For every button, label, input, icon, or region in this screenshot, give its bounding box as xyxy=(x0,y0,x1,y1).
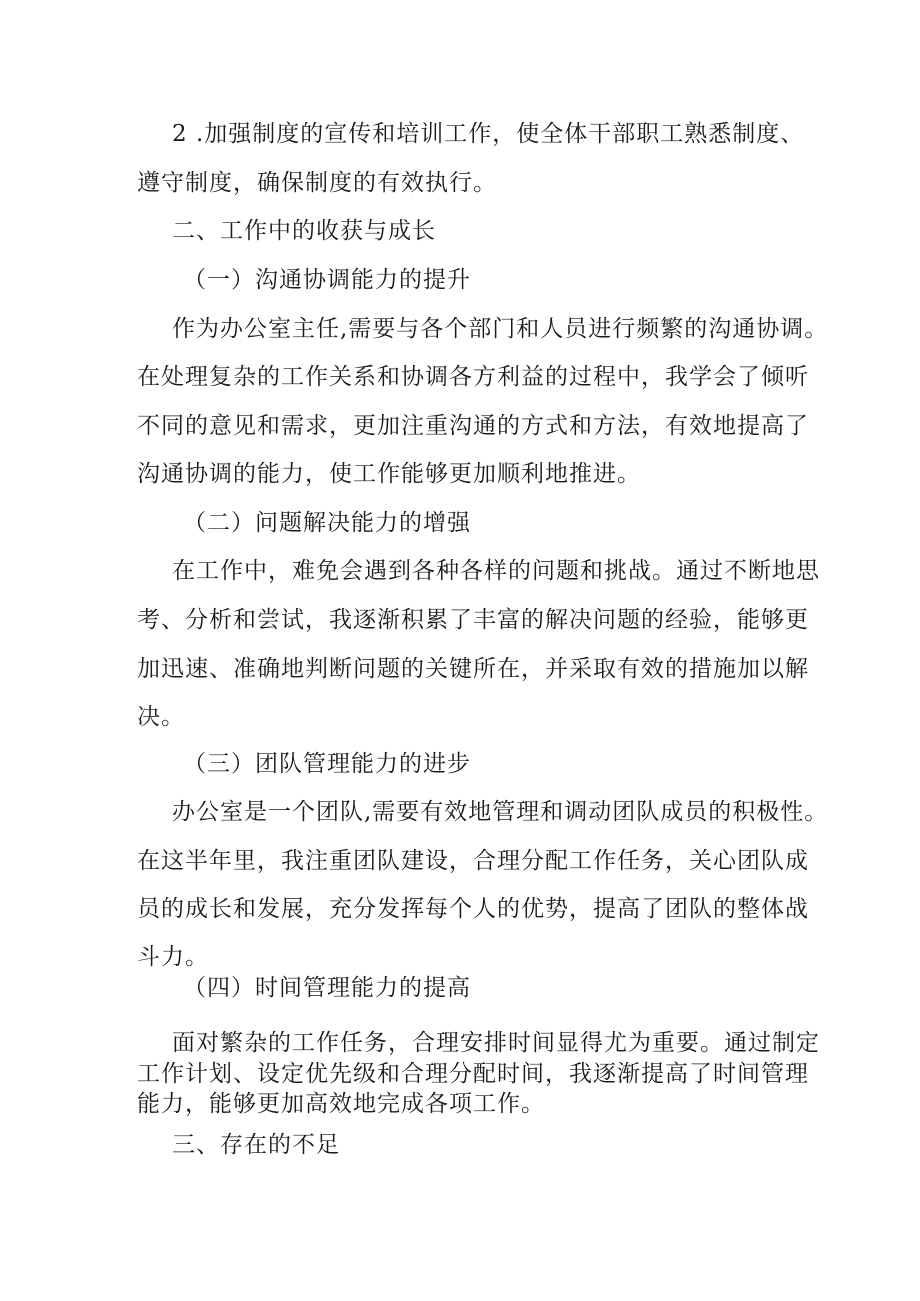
sub4-line-2: 工作计划、设定优先级和合理分配时间，我逐渐提高了时间管理 xyxy=(137,1061,809,1087)
sub3-heading: （三）团队管理能力的进步 xyxy=(183,751,471,777)
item2-line-1: 2 .加强制度的宣传和培训工作，使全体干部职工熟悉制度、 xyxy=(172,121,805,147)
sub4-line-3: 能力，能够更加高效地完成各项工作。 xyxy=(137,1091,545,1117)
sub2-line-2: 考、分析和尝试，我逐渐积累了丰富的解决问题的经验，能够更 xyxy=(137,607,809,633)
section3-heading: 三、存在的不足 xyxy=(172,1132,340,1158)
sub3-line-4: 斗力。 xyxy=(137,944,209,970)
sub3-line-3: 员的成长和发展，充分发挥每个人的优势，提高了团队的整体战 xyxy=(137,896,809,922)
sub2-line-4: 决。 xyxy=(137,704,185,730)
sub2-line-1: 在工作中，难免会遇到各种各样的问题和挑战。通过不断地思 xyxy=(172,558,820,584)
sub3-line-2: 在这半年里，我注重团队建设，合理分配工作任务，关心团队成 xyxy=(137,848,809,874)
sub4-line-1: 面对繁杂的工作任务，合理安排时间显得尤为重要。通过制定 xyxy=(172,1030,820,1056)
section2-heading: 二、工作中的收获与成长 xyxy=(172,218,436,244)
item2-line-2: 遵守制度，确保制度的有效执行。 xyxy=(137,170,497,196)
sub3-line-1: 办公室是一个团队,需要有效地管理和调动团队成员的积极性。 xyxy=(172,799,829,825)
sub1-heading: （一）沟通协调能力的提升 xyxy=(183,267,471,293)
sub1-line-3: 不同的意见和需求，更加注重沟通的方式和方法，有效地提高了 xyxy=(137,413,809,439)
sub1-line-2: 在处理复杂的工作关系和协调各方利益的过程中，我学会了倾听 xyxy=(137,364,809,390)
sub4-heading: （四）时间管理能力的提高 xyxy=(183,975,471,1001)
sub2-line-3: 加迅速、准确地判断问题的关键所在，并采取有效的措施加以解 xyxy=(137,656,809,682)
sub2-heading: （二）问题解决能力的增强 xyxy=(183,510,471,536)
sub1-line-1: 作为办公室主任,需要与各个部门和人员进行频繁的沟通协调。 xyxy=(172,316,829,342)
sub1-line-4: 沟通协调的能力，使工作能够更加顺利地推进。 xyxy=(137,461,641,487)
